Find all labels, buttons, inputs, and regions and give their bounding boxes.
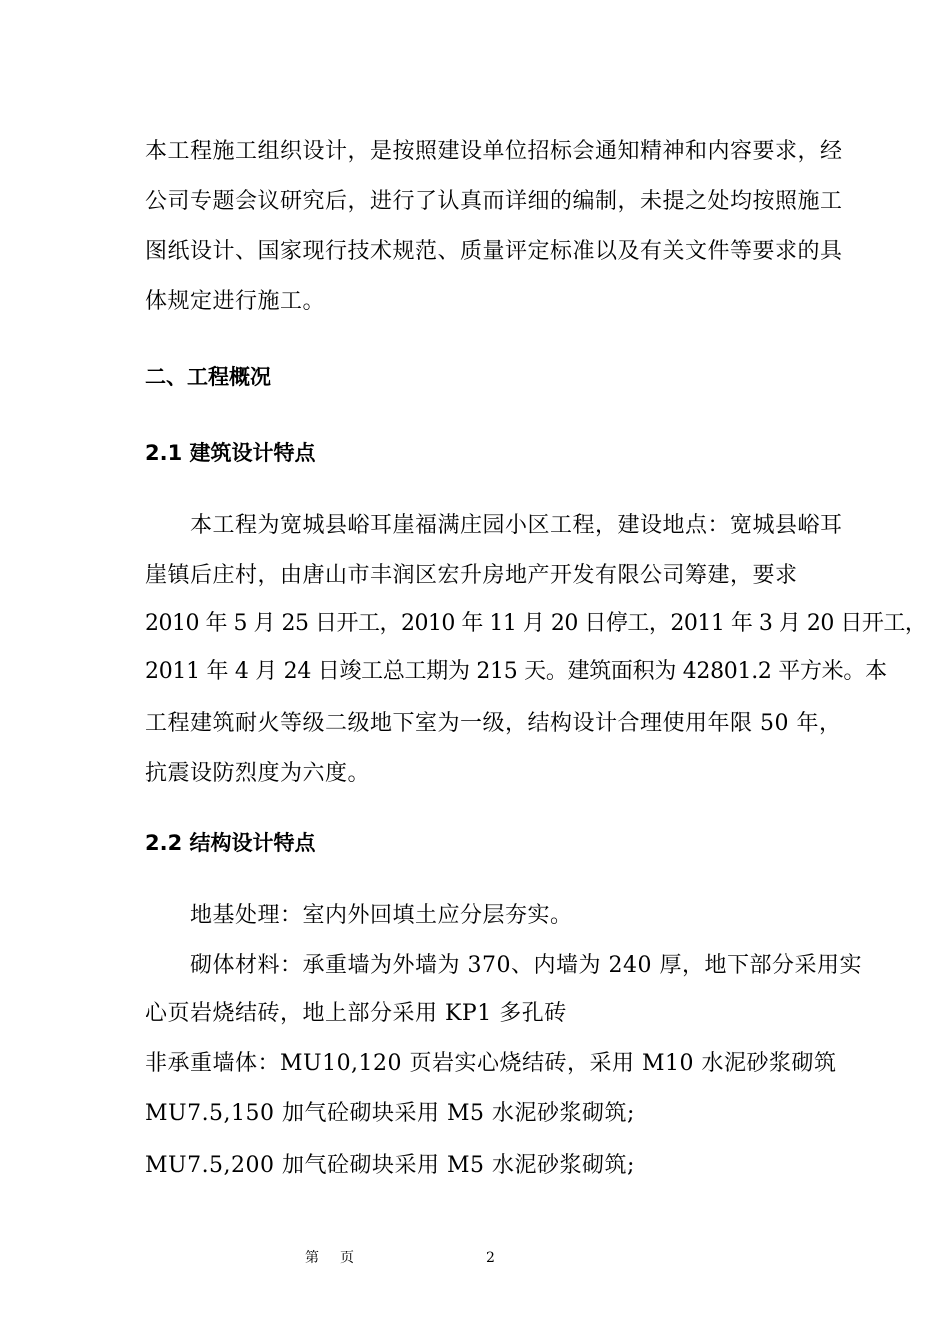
structure-line-4: 非承重墙体：MU10,120 页岩实心烧结砖，采用 M10 水泥砂浆砌筑 — [145, 1051, 837, 1076]
building-line-3: 2010 年 5 月 25 日开工，2010 年 11 月 20 日停工，2011 年 3 月 20 日开工， — [145, 611, 927, 636]
structure-line-1: 地基处理：室内外回填土应分层夯实。 — [190, 903, 573, 928]
building-line-5: 工程建筑耐火等级二级地下室为一级，结构设计合理使用年限 50 年， — [145, 711, 842, 736]
building-line-2: 崖镇后庄村，由唐山市丰润区宏升房地产开发有限公司筹建，要求 — [145, 563, 798, 588]
footer-label-ye: 页 — [340, 1250, 354, 1266]
intro-line-2: 公司专题会议研究后，进行了认真而详细的编制，未提之处均按照施工 — [145, 189, 843, 214]
structure-line-2: 砌体材料：承重墙为外墙为 370、内墙为 240 厚，地下部分采用实 — [190, 953, 862, 978]
structure-line-3: 心页岩烧结砖，地上部分采用 KP1 多孔砖 — [145, 1001, 567, 1026]
intro-line-1: 本工程施工组织设计，是按照建设单位招标会通知精神和内容要求，经 — [145, 139, 843, 164]
intro-line-3: 图纸设计、国家现行技术规范、质量评定标准以及有关文件等要求的具 — [145, 239, 843, 264]
building-line-6: 抗震设防烈度为六度。 — [145, 761, 371, 786]
footer-label-di: 第 — [305, 1250, 319, 1266]
section-heading: 二、工程概况 — [145, 365, 271, 389]
intro-line-4: 体规定进行施工。 — [145, 289, 326, 314]
structure-line-5: MU7.5,150 加气砼砌块采用 M5 水泥砂浆砌筑; — [145, 1101, 635, 1126]
building-line-4: 2011 年 4 月 24 日竣工总工期为 215 天。建筑面积为 42801.2 平方米。本 — [145, 659, 887, 684]
subsection-heading-2-2: 2.2 结构设计特点 — [145, 831, 316, 855]
structure-line-6: MU7.5,200 加气砼砌块采用 M5 水泥砂浆砌筑; — [145, 1153, 635, 1178]
building-line-1: 本工程为宽城县峪耳崖福满庄园小区工程，建设地点：宽城县峪耳 — [190, 513, 843, 538]
footer-page-number: 2 — [486, 1250, 495, 1266]
subsection-heading-2-1: 2.1 建筑设计特点 — [145, 441, 316, 465]
